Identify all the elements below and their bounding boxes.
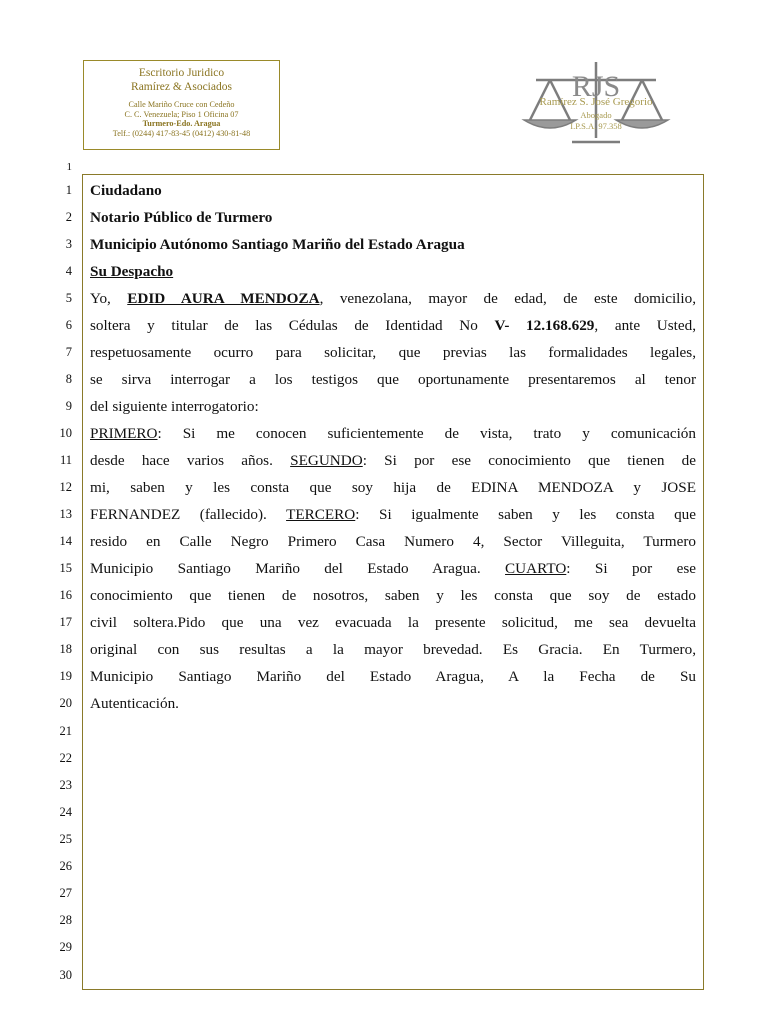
body-line: conocimiento que tienen de nosotros, saben y les consta que soy de estado: [90, 587, 696, 604]
line-number: 10: [59, 426, 72, 440]
heading-segundo: SEGUNDO: [290, 452, 363, 469]
body-line: PRIMERO: Si me conocen suficientemente de vista, trato y comunicación: [90, 425, 696, 442]
line-number: 18: [59, 642, 72, 656]
body-line: desde hace varios años. SEGUNDO: Si por ese conocimiento que tienen de: [90, 452, 696, 469]
line-number: 16: [59, 588, 72, 602]
line-number: 5: [65, 291, 72, 305]
line-number: 1: [65, 183, 72, 197]
line-number: 9: [65, 399, 72, 413]
heading-tercero: TERCERO: [286, 506, 356, 523]
line-number: 15: [59, 561, 72, 575]
body-line: FERNANDEZ (fallecido). TERCERO: Si igualmente saben y les consta que: [90, 506, 697, 523]
line-number: 6: [65, 318, 72, 332]
seal-lawyer-name: Ramírez S. José Gregorio: [539, 96, 653, 108]
firm-name-line1: Escritorio Juridico: [138, 67, 225, 79]
body-line: mi, saben y les consta que soy hija de EDINA MENDOZA y JOSE: [90, 479, 696, 496]
top-line-number: 1: [66, 161, 72, 173]
line-number: 14: [59, 534, 72, 548]
body-line: resido en Calle Negro Primero Casa Numero 4, Sector Villeguita, Turmero: [90, 533, 696, 550]
recipient-despacho: Su Despacho: [90, 263, 174, 280]
seal-ipsa-number: I.P.S.A. 97.358: [570, 121, 622, 131]
line-number: 12: [59, 480, 72, 494]
applicant-name: EDID AURA MENDOZA: [127, 290, 320, 307]
line-number: 3: [65, 237, 72, 251]
line-number: 23: [59, 778, 72, 792]
recipient-municipality: Municipio Autónomo Santiago Mariño del Estado Aragua: [90, 236, 465, 253]
line-number: 11: [59, 453, 72, 467]
line-number: 30: [59, 968, 72, 982]
line-number: 28: [59, 913, 72, 927]
body-line: del siguiente interrogatorio:: [90, 398, 259, 415]
body-line: Municipio Santiago Mariño del Estado Aragua, A la Fecha de Su: [90, 668, 696, 685]
body-line: Municipio Santiago Mariño del Estado Aragua. CUARTO: Si por ese: [90, 560, 696, 577]
body-line: soltera y titular de las Cédulas de Identidad No V- 12.168.629, ante Usted,: [90, 317, 696, 334]
line-number: 13: [59, 507, 72, 521]
letterhead-box: [83, 60, 280, 150]
line-number: 25: [59, 832, 72, 846]
line-number: 17: [59, 615, 72, 629]
applicant-id: V- 12.168.629: [494, 317, 595, 334]
line-number: 21: [59, 724, 72, 738]
seal-lawyer-role: Abogado: [580, 110, 612, 120]
line-number: 29: [59, 940, 72, 954]
seal-monogram: RJS: [571, 70, 621, 103]
recipient-title: Ciudadano: [90, 182, 162, 199]
heading-primero: PRIMERO: [90, 425, 158, 442]
line-number: 2: [65, 210, 72, 224]
lawyer-seal: [520, 58, 672, 150]
firm-address2: C. C. Venezuela; Piso 1 Oficina 07: [124, 109, 239, 119]
line-number: 20: [59, 696, 72, 710]
recipient-office: Notario Público de Turmero: [90, 209, 273, 226]
line-number: 22: [59, 751, 72, 765]
firm-name-line2: Ramírez & Asociados: [131, 81, 232, 93]
body-line: original con sus resultas a la mayor brevedad. Es Gracia. En Turmero,: [90, 641, 696, 658]
firm-address1: Calle Mariño Cruce con Cedeño: [128, 100, 235, 109]
line-number: 7: [65, 345, 72, 359]
line-number: 8: [65, 372, 72, 386]
line-number: 27: [59, 886, 72, 900]
body-line: respetuosamente ocurro para solicitar, que previas las formalidades legales,: [90, 344, 696, 361]
body-line: Autenticación.: [90, 695, 179, 712]
firm-phone: Telf.: (0244) 417-83-45 (0412) 430-81-48: [112, 128, 251, 138]
line-number: 24: [59, 805, 72, 819]
line-number: 4: [65, 264, 72, 278]
body-line: se sirva interrogar a los testigos que oportunamente presentaremos al tenor: [90, 371, 696, 388]
line-number: 26: [59, 859, 72, 873]
firm-city: Turmero-Edo. Aragua: [142, 119, 221, 128]
body-line: Yo, EDID AURA MENDOZA, venezolana, mayor de edad, de este domicilio,: [90, 290, 696, 307]
heading-cuarto: CUARTO: [505, 560, 567, 577]
line-number: 19: [59, 669, 72, 683]
body-line: civil soltera.Pido que una vez evacuada la presente solicitud, me sea devuelta: [90, 614, 696, 631]
